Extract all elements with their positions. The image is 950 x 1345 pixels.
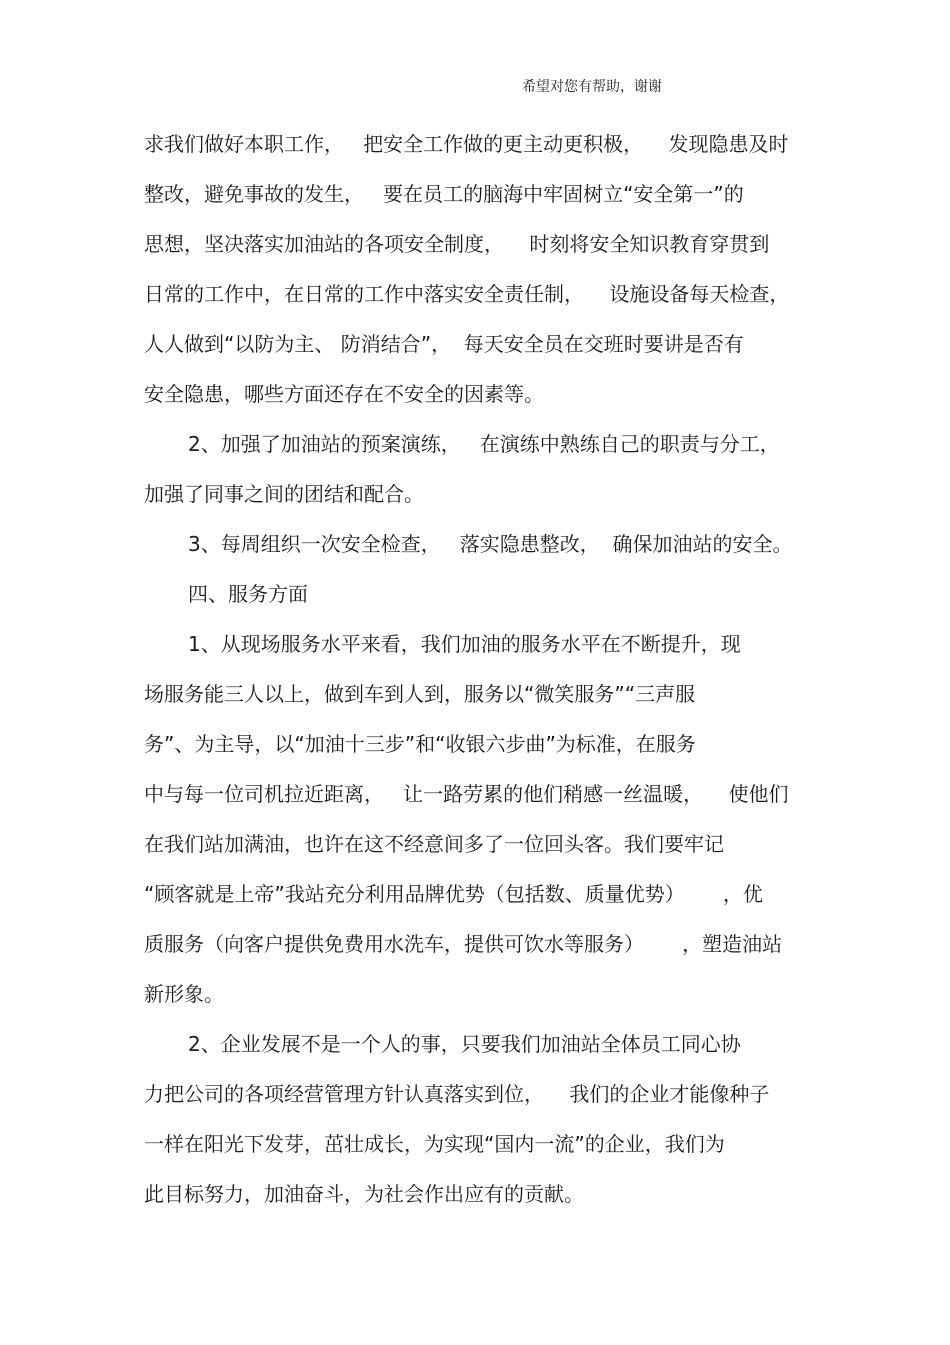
text-line: 思想，坚决落实加油站的各项安全制度， 时刻将安全知识教育穿贯到 bbox=[144, 232, 770, 256]
text-line: 加强了同事之间的团结和配合。 bbox=[144, 482, 424, 506]
text-line: 2、企业发展不是一个人的事，只要我们加油站全体员工同心协 bbox=[188, 1032, 741, 1056]
text-line: 整改，避免事故的发生， 要在员工的脑海中牢固树立“安全第一”的 bbox=[144, 182, 744, 206]
page-header: 希望对您有帮助，谢谢 bbox=[522, 79, 662, 95]
text-line: 场服务能三人以上，做到车到人到，服务以“微笑服务”“三声服 bbox=[144, 682, 696, 706]
text-line: 一样在阳光下发芽，茁壮成长，为实现“国内一流”的企业，我们为 bbox=[144, 1132, 725, 1156]
text-line: 力把公司的各项经营管理方针认真落实到位， 我们的企业才能像种子 bbox=[144, 1082, 770, 1106]
text-line: 日常的工作中，在日常的工作中落实安全责任制， 设施设备每天检查， bbox=[144, 282, 790, 306]
text-line: 3、每周组织一次安全检查， 落实隐患整改， 确保加油站的安全。 bbox=[188, 532, 793, 556]
text-line: 求我们做好本职工作， 把安全工作做的更主动更积极， 发现隐患及时 bbox=[144, 132, 789, 156]
text-line: 在我们站加满油，也许在这不经意间多了一位回头客。我们要牢记 bbox=[144, 832, 724, 856]
text-line: 务”、为主导，以“加油十三步”和“收银六步曲”为标准，在服务 bbox=[144, 732, 696, 756]
text-line: 人人做到“以防为主、 防消结合”， 每天安全员在交班时要讲是否有 bbox=[144, 332, 744, 356]
text-line: 安全隐患，哪些方面还存在不安全的因素等。 bbox=[144, 382, 544, 406]
text-line: 新形象。 bbox=[144, 982, 224, 1006]
text-line: “顾客就是上帝”我站充分利用品牌优势（包括数、质量优势） ，优 bbox=[144, 882, 763, 906]
text-line: 2、加强了加油站的预案演练， 在演练中熟练自己的职责与分工， bbox=[188, 432, 780, 456]
text-line: 中与每一位司机拉近距离， 让一路劳累的他们稍感一丝温暖， 使他们 bbox=[144, 782, 789, 806]
section-heading: 四、服务方面 bbox=[188, 582, 308, 606]
text-line: 1、从现场服务水平来看，我们加油的服务水平在不断提升，现 bbox=[188, 632, 741, 656]
text-line: 此目标努力，加油奋斗，为社会作出应有的贡献。 bbox=[144, 1182, 584, 1206]
text-line: 质服务（向客户提供免费用水洗车，提供可饮水等服务） ，塑造油站 bbox=[144, 932, 783, 956]
